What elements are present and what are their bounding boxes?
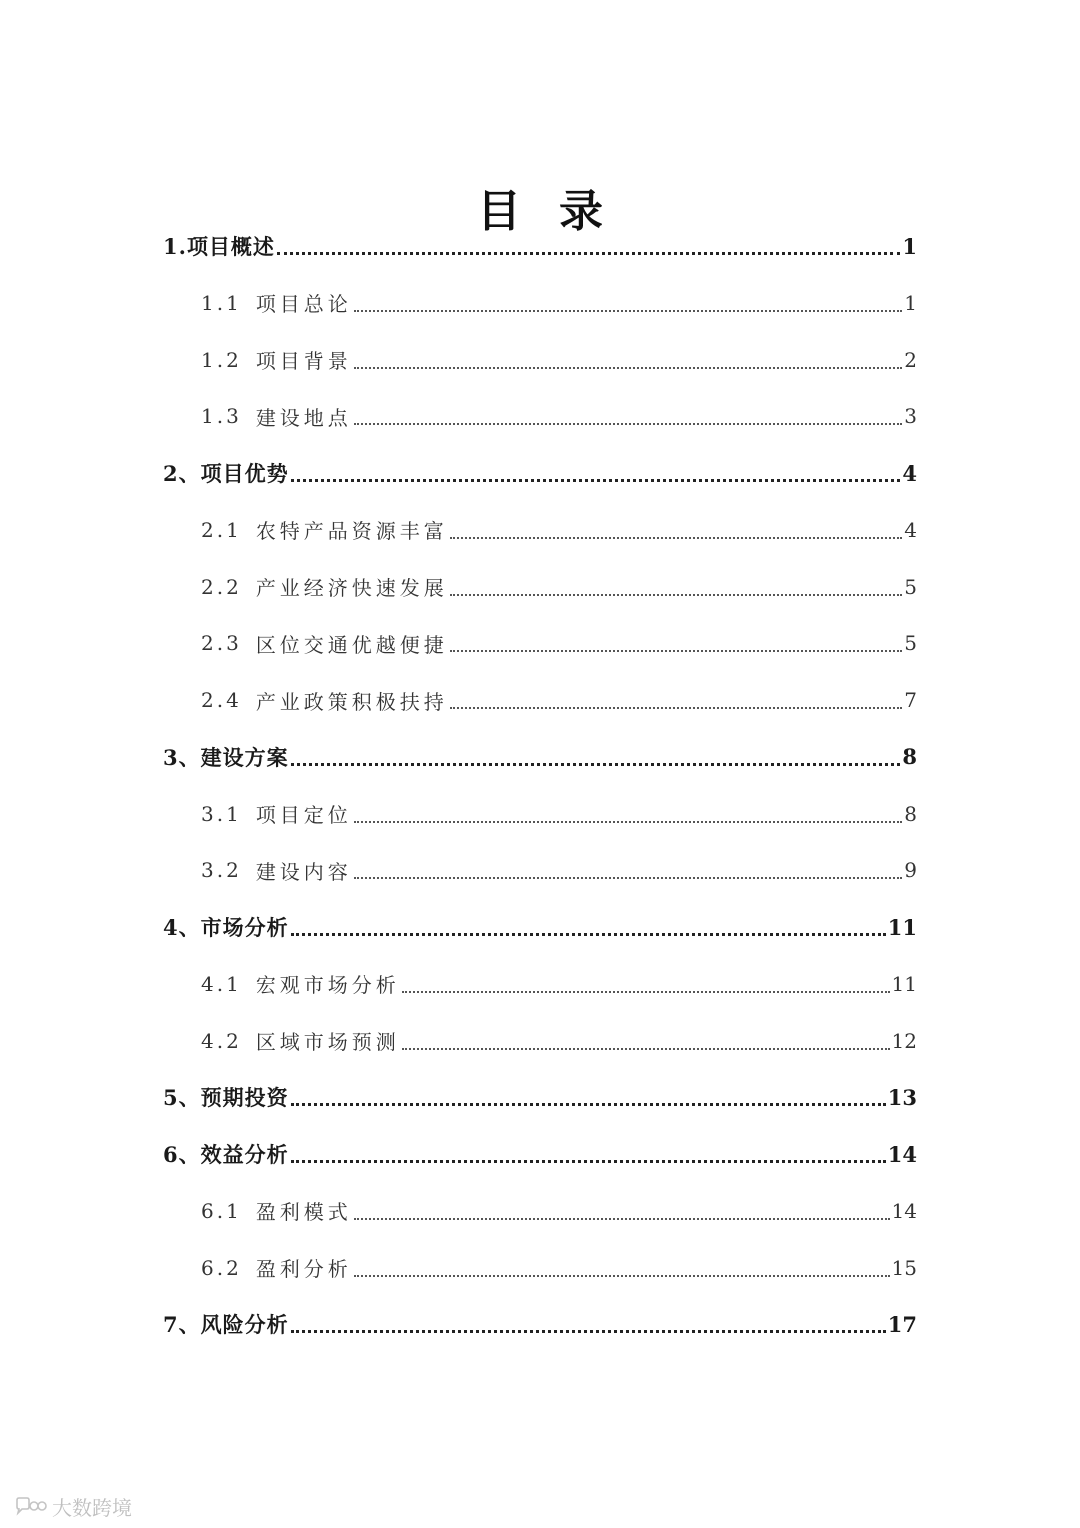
toc-entry-number: 2.3: [201, 631, 242, 656]
toc-dot-leader: [354, 423, 902, 425]
toc-page-number: 17: [887, 1311, 917, 1337]
toc-section-entry[interactable]: [201, 794, 917, 834]
toc-chapter-entry[interactable]: [163, 907, 917, 947]
toc-section-entry[interactable]: [201, 340, 917, 380]
toc-section-entry[interactable]: [201, 623, 917, 663]
toc-page-number: 5: [904, 574, 917, 599]
toc-chapter-entry[interactable]: [163, 1304, 917, 1344]
toc-entry-number: 2.1: [201, 517, 242, 542]
toc-entry-number: 4、: [163, 915, 201, 940]
toc-entry-title: 盈利模式: [255, 1200, 352, 1225]
toc-section-entry[interactable]: [201, 1191, 917, 1231]
toc-dot-leader: [277, 252, 900, 255]
toc-entry-number: 6、: [163, 1142, 201, 1167]
toc-dot-leader: [450, 650, 902, 652]
toc-page-number: 9: [904, 858, 917, 883]
toc-section-entry[interactable]: [201, 1248, 917, 1288]
toc-entry-title: 建设方案: [200, 744, 289, 770]
toc-chapter-entry[interactable]: [163, 1077, 917, 1117]
toc-entry-title: 农特产品资源丰富: [255, 519, 448, 544]
toc-entry-title: 风险分析: [200, 1312, 289, 1338]
toc-entry-title: 项目总论: [255, 292, 352, 317]
toc-chapter-entry[interactable]: [163, 1134, 917, 1174]
toc-dot-leader: [354, 310, 902, 312]
toc-entry-number: 1.3: [201, 404, 242, 429]
toc-page-number: 12: [891, 1028, 917, 1053]
toc-page-number: 14: [891, 1198, 917, 1223]
toc-page-number: 1: [902, 233, 917, 259]
toc-entry-title: 项目概述: [186, 234, 275, 259]
toc-page-number: 11: [891, 971, 917, 996]
toc-entry-title: 宏观市场分析: [255, 973, 400, 998]
toc-page-number: 8: [904, 801, 917, 826]
toc-entry-number: 3.2: [201, 858, 242, 883]
toc-chapter-entry[interactable]: [163, 226, 917, 266]
toc-entry-number: 5、: [163, 1085, 201, 1111]
toc-entry-number: 4.1: [201, 971, 242, 996]
toc-section-entry[interactable]: [201, 850, 917, 890]
toc-page-number: 7: [904, 688, 917, 712]
toc-entry-title: 项目优势: [200, 461, 289, 486]
toc-page-number: 14: [887, 1141, 917, 1167]
toc-page-number: 15: [891, 1255, 917, 1280]
watermark-text: 大数跨境: [52, 1496, 132, 1520]
toc-dot-leader: [402, 1048, 890, 1050]
toc-entry-number: 7、: [163, 1312, 201, 1338]
toc-section-entry[interactable]: [201, 1021, 917, 1061]
toc-entry-title: 盈利分析: [255, 1257, 352, 1281]
watermark: [14, 1492, 132, 1521]
toc-dot-leader: [291, 1103, 886, 1106]
toc-entry-number: 6.2: [201, 1255, 242, 1280]
toc-entry-number: 1.2: [201, 347, 242, 372]
toc-entry-number: 1.1: [201, 290, 242, 315]
toc-entry-title: 效益分析: [200, 1142, 289, 1167]
toc-dot-leader: [354, 821, 902, 823]
toc-entry-number: 2.2: [201, 574, 242, 599]
toc-entry-title: 产业经济快速发展: [255, 576, 448, 600]
toc-entry-number: 4.2: [201, 1028, 242, 1053]
toc-page-number: 3: [904, 404, 917, 429]
toc-entry-title: 项目定位: [255, 803, 352, 827]
toc-section-entry[interactable]: [201, 396, 917, 436]
toc-dot-leader: [402, 991, 890, 993]
toc-chapter-entry[interactable]: [163, 453, 917, 493]
toc-entry-number: 6.1: [201, 1198, 242, 1223]
toc-dot-leader: [354, 367, 902, 369]
toc-entry-title: 建设内容: [255, 859, 352, 884]
toc-page-number: 13: [887, 1084, 917, 1110]
page-title: 目录: [477, 186, 641, 238]
toc-entry-number: 1.: [163, 233, 187, 259]
toc-entry-number: 3.1: [201, 801, 242, 826]
toc-dot-leader: [291, 763, 901, 766]
toc-dot-leader: [291, 479, 901, 482]
toc-section-entry[interactable]: [201, 510, 917, 550]
toc-dot-leader: [291, 933, 886, 936]
toc-dot-leader: [450, 594, 902, 596]
toc-entry-title: 建设地点: [255, 405, 352, 430]
toc-section-entry[interactable]: [201, 283, 917, 323]
toc-page-number: 1: [904, 290, 917, 315]
toc-section-entry[interactable]: [201, 964, 917, 1004]
toc-dot-leader: [354, 877, 902, 879]
toc-entry-title: 区位交通优越便捷: [255, 632, 448, 657]
toc-entry-title: 产业政策积极扶持: [255, 689, 448, 714]
toc-page-number: 2: [904, 347, 917, 372]
toc-dot-leader: [291, 1330, 886, 1333]
toc-dot-leader: [291, 1160, 886, 1163]
toc-page-number: 8: [902, 744, 917, 770]
toc-entry-number: 2.4: [201, 688, 242, 712]
toc-dot-leader: [354, 1218, 890, 1220]
toc-page-number: 4: [904, 517, 917, 542]
toc-entry-title: 区域市场预测: [255, 1030, 400, 1054]
toc-entry-number: 2、: [163, 461, 201, 486]
toc-entry-title: 项目背景: [255, 349, 352, 373]
toc-dot-leader: [450, 537, 902, 539]
toc-dot-leader: [450, 707, 902, 709]
toc-chapter-entry[interactable]: [163, 737, 917, 777]
toc-page-number: 11: [887, 914, 917, 940]
toc-dot-leader: [354, 1275, 890, 1277]
toc-section-entry[interactable]: [201, 680, 917, 720]
toc-section-entry[interactable]: [201, 567, 917, 607]
chat-bubble-logo-icon: [14, 1496, 48, 1518]
toc-page-number: 5: [904, 631, 917, 656]
toc-page-number: 4: [902, 460, 917, 486]
toc-entry-number: 3、: [163, 744, 201, 770]
toc-entry-title: 预期投资: [200, 1085, 289, 1111]
toc-entry-title: 市场分析: [200, 915, 289, 940]
